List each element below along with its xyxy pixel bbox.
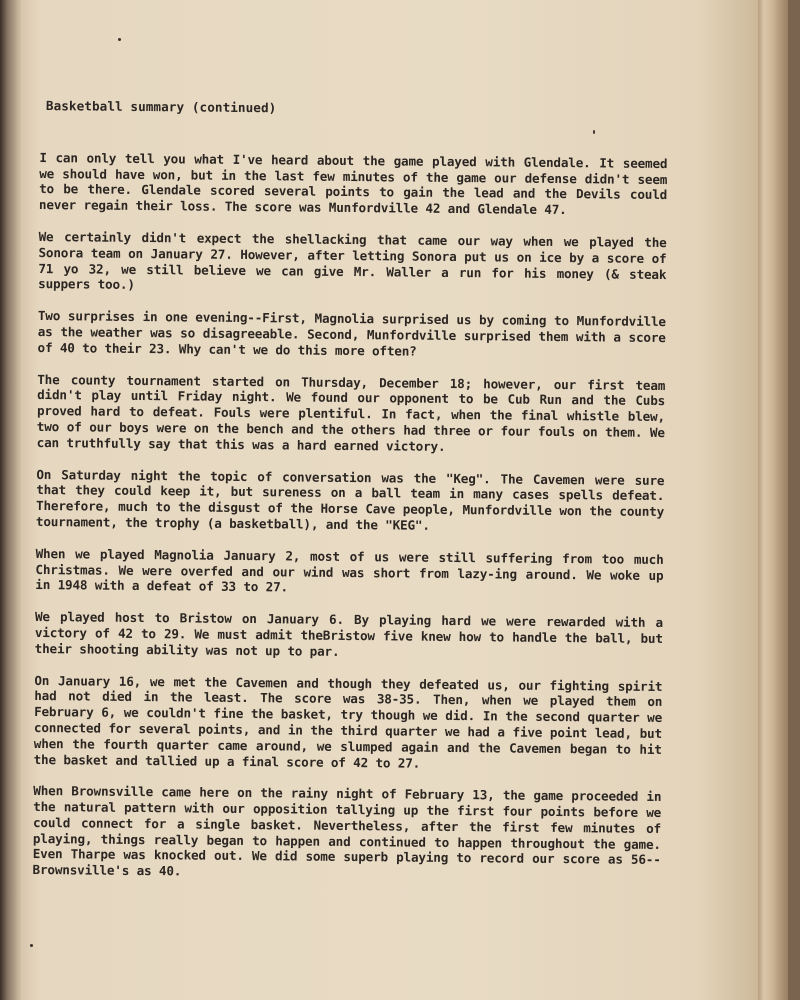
paragraph-bristow: We played host to Bristow on January 6. By playing hard we were rewarded with a victory of 42 to 29. We must admit theBristow five knew how to handle the ball, but their shooting ability was not up to par. <box>34 609 664 659</box>
paragraph-brownsville: When Brownsville came here on the rainy night of February 13, the game proceeded in the natural pattern with our opposition tallying up the first four points before we could connect for a single basket. Nevertheless, after the first few minutes of playing, things really began to happen and continued to happen throughout the game. Even Tharpe was knocked out. We did some superb playing to record our score as 56--Brownsville's as 40. <box>32 783 662 879</box>
paragraph-cavemen: On January 16, we met the Cavemen and though they defeated us, our fighting spirit had not died in the least. The score was 38-35. Then, when we played them on February 6, we couldn't fine the basket, try though we did. In the second quarter we connected for several points, and in the third quarter we had a five point lead, but when the fourth quarter came around, we slumped again and the Cavemen began to hit the basket and tallied up a final score of 42 to 27. <box>33 672 663 771</box>
paragraph-magnolia-surprise: Two surprises in one evening--First, Magnolia surprised us by coming to Munfordville as the weather was so disagreeable. Second, Munfordville surprised them with a score of 40 to their 23. Why can't we do this more often? <box>37 308 666 359</box>
page-title: Basketball summary (continued) <box>45 98 277 116</box>
ink-speck <box>30 944 33 947</box>
paragraph-glendale: I can only tell you what I've heard about the game played with Glendale. It seemed we should have won, but in the last few minutes of the game our defense didn't seem to be there. Glendale scored several points to gain the lead and the Devils could never regain their loss. The score was Munfordville 42 and Glendale 47. <box>38 149 668 218</box>
binding-shadow <box>788 0 800 1000</box>
paragraph-magnolia-january: When we played Magnolia January 2, most of us were still suffering from too much Christmas. We were overfed and our wind was short from lazy-ing around. We woke up in 1948 with a defeat of 33 to 27. <box>35 545 664 595</box>
paragraph-keg: On Saturday night the topic of conversation was the "Keg". The Cavemen were sure that they could keep it, but sureness on a ball team in many cases spells defeat. Therefore, much to the disgust of the Horse Cave people, Munfordville won the county tournament, the trophy (a basketball), and the "KEG". <box>35 466 665 533</box>
document-body <box>32 98 668 900</box>
paragraph-county-tournament: The county tournament started on Thursday, December 18; however, our first team didn't play until Friday night. We found our opponent to be Cub Run and the Cubs proved hard to defeat. Fouls were plentiful. In fact, when the final whistle blew, two of our boys were on the bench and the others had three or four fouls on them. We can truthfully say that this was a hard earned victory. <box>36 371 666 454</box>
paragraph-sonora: We certainly didn't expect the shellacking that came our way when we played the Sonora team on January 27. However, after letting Sonora put us on ice by a score of 71 yo 32, we still believe we can give Mr. Waller a run for his money (& steak suppers too.) <box>38 228 667 293</box>
page-stack-edge <box>758 0 788 1000</box>
ink-speck <box>118 38 121 41</box>
